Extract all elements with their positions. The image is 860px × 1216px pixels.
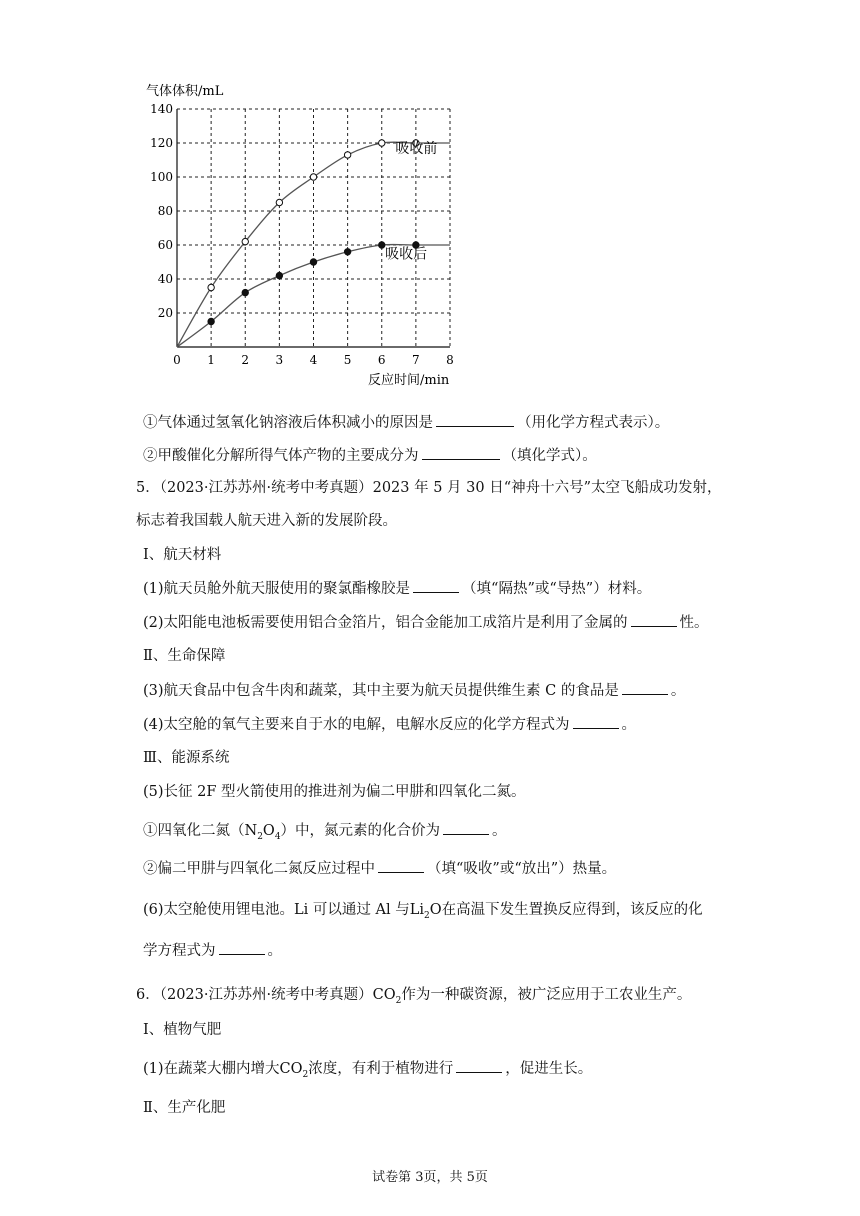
co2-formula: $CO_2$ (279, 1061, 309, 1080)
series-label: 吸收后 (385, 246, 428, 263)
x-tick-label: 1 (207, 353, 215, 367)
x-tick-label: 5 (343, 353, 352, 367)
q6-section2-heading: Ⅱ、生产化肥 (143, 1100, 226, 1116)
data-point (310, 259, 316, 265)
q5-part5b (143, 858, 820, 879)
q5-part6-text: (6)太空舱使用锂电池。Li 可以通过 Al 与 (143, 902, 410, 918)
chart-svg (128, 78, 468, 393)
x-tick-label: 7 (412, 353, 420, 367)
q6-stem-text: 6．（2023·江苏苏州·统考中考真题） (136, 987, 373, 1003)
data-point (276, 272, 282, 278)
y-tick-label: 100 (150, 170, 173, 184)
q4-sub1-tail: （用化学方程式表示）。 (517, 415, 670, 431)
q4-sub1 (143, 412, 820, 433)
q5-part6-line1 (143, 900, 820, 926)
q5-part4-text: (4)太空舱的氧气主要来自于水的电解，电解水反应的化学方程式为 (143, 717, 570, 733)
q4-sub1-text: ①气体通过氢氧化钠溶液后体积减小的原因是 (143, 415, 433, 431)
q5-part2-text: (2)太阳能电池板需要使用铝合金箔片，铝合金能加工成箔片是利用了金属的 (143, 615, 628, 631)
data-point (310, 174, 316, 180)
answer-blank[interactable] (422, 445, 500, 460)
answer-blank[interactable] (436, 412, 514, 427)
n2o4-formula: $N_2O_4$ (244, 823, 281, 842)
x-tick-label: 4 (309, 353, 318, 367)
x-tick-label: 3 (275, 353, 284, 367)
data-point (344, 152, 350, 158)
answer-blank[interactable] (219, 940, 265, 955)
q6-part1: (1)在蔬菜大棚内增大$CO_2$浓度，有利于植物进行 ，促进生长。 (143, 1058, 820, 1085)
q5-part5b-text: ②偏二甲肼与四氧化二氮反应过程中 (143, 861, 375, 877)
q5-part5b-tail: （填“吸收”或“放出”）热量。 (427, 861, 617, 877)
q5-section2-heading: Ⅱ、生命保障 (143, 648, 226, 664)
q5-section3-heading: Ⅲ、能源系统 (143, 750, 230, 766)
q6-stem-tail: 作为一种碳资源，被广泛应用于工农业生产。 (401, 987, 692, 1003)
y-tick-label: 40 (157, 272, 173, 286)
answer-blank[interactable] (622, 680, 668, 695)
q5-part4 (143, 714, 820, 735)
q5-part5a: ①四氧化二氮$(N_2O_4)$中，氮元素的化合价为 。 (143, 820, 820, 847)
q5-part2 (143, 612, 820, 633)
q5-part6-line2: 学方程式为 。 (143, 940, 820, 961)
q6-stem (136, 985, 820, 1011)
answer-blank[interactable] (456, 1058, 502, 1073)
x-tick-label: 8 (446, 353, 454, 367)
data-point (276, 199, 282, 205)
q5-section1-heading: Ⅰ、航天材料 (143, 547, 222, 563)
q5-part3-tail: 。 (670, 683, 686, 699)
data-point (379, 140, 385, 146)
q4-sub2-text: ②甲酸催化分解所得气体产物的主要成分为 (143, 448, 419, 464)
q5-part4-tail: 。 (621, 717, 637, 733)
series-label: 吸收前 (395, 141, 438, 158)
q6-section1-heading: Ⅰ、植物气肥 (143, 1022, 222, 1038)
page-footer: 试卷第 3页，共 5页 (372, 1170, 488, 1185)
q5-part5: (5)长征 2F 型火箭使用的推进剂为偏二甲肼和四氧化二氮。 (143, 784, 526, 800)
answer-blank[interactable] (413, 578, 459, 593)
x-tick-label: 0 (173, 353, 181, 367)
q5-stem-line1: 5．（2023·江苏苏州·统考中考真题）2023 年 5 月 30 日“神舟十六号”太空飞船成功发射， (136, 480, 722, 496)
answer-blank[interactable] (631, 612, 677, 627)
y-tick-label: 80 (157, 204, 173, 218)
data-point (379, 242, 385, 248)
q4-sub2 (143, 445, 820, 466)
data-point (344, 249, 350, 255)
data-point (242, 289, 248, 295)
answer-blank[interactable] (573, 714, 619, 729)
x-tick-label: 2 (241, 353, 250, 367)
q5-stem-line2: 标志着我国载人航天进入新的发展阶段。 (136, 513, 397, 529)
q5-part3 (143, 680, 820, 701)
li2o-formula: $Li_2O$ (409, 902, 442, 921)
y-tick-label: 140 (150, 102, 173, 116)
co2-formula: $CO_2$ (372, 987, 402, 1006)
y-tick-label: 120 (150, 136, 173, 150)
answer-blank[interactable] (378, 858, 424, 873)
answer-blank[interactable] (443, 820, 489, 835)
q4-sub2-tail: （填化学式）。 (502, 448, 597, 464)
q5-part6-tail: 在高温下发生置换反应得到，该反应的化 (441, 902, 703, 918)
y-tick-label: 20 (157, 306, 173, 320)
x-tick-label: 6 (377, 353, 386, 367)
q5-part1-tail: （填“隔热”或“导热”）材料。 (462, 581, 652, 597)
gas-volume-chart (128, 78, 468, 393)
data-point (208, 284, 214, 290)
y-axis-label: 气体体积/mL (146, 84, 224, 99)
q5-part1 (143, 578, 820, 599)
q5-part2-tail: 性。 (679, 615, 709, 631)
x-axis-label: 反应时间/min (368, 373, 450, 388)
y-tick-label: 60 (157, 238, 173, 252)
q5-part1-text: (1)航天员舱外航天服使用的聚氯酯橡胶是 (143, 581, 411, 597)
data-point (242, 238, 248, 244)
q6-part1-text: (1)在蔬菜大棚内增大 (143, 1061, 280, 1077)
q5-part5a-text: ①四氧化二氮（ (143, 823, 245, 839)
data-point (208, 318, 214, 324)
q5-part3-text: (3)航天食品中包含牛肉和蔬菜，其中主要为航天员提供维生素 C 的食品是 (143, 683, 619, 699)
q5-part5a-tail: ）中，氮元素的化合价为 (280, 823, 441, 839)
